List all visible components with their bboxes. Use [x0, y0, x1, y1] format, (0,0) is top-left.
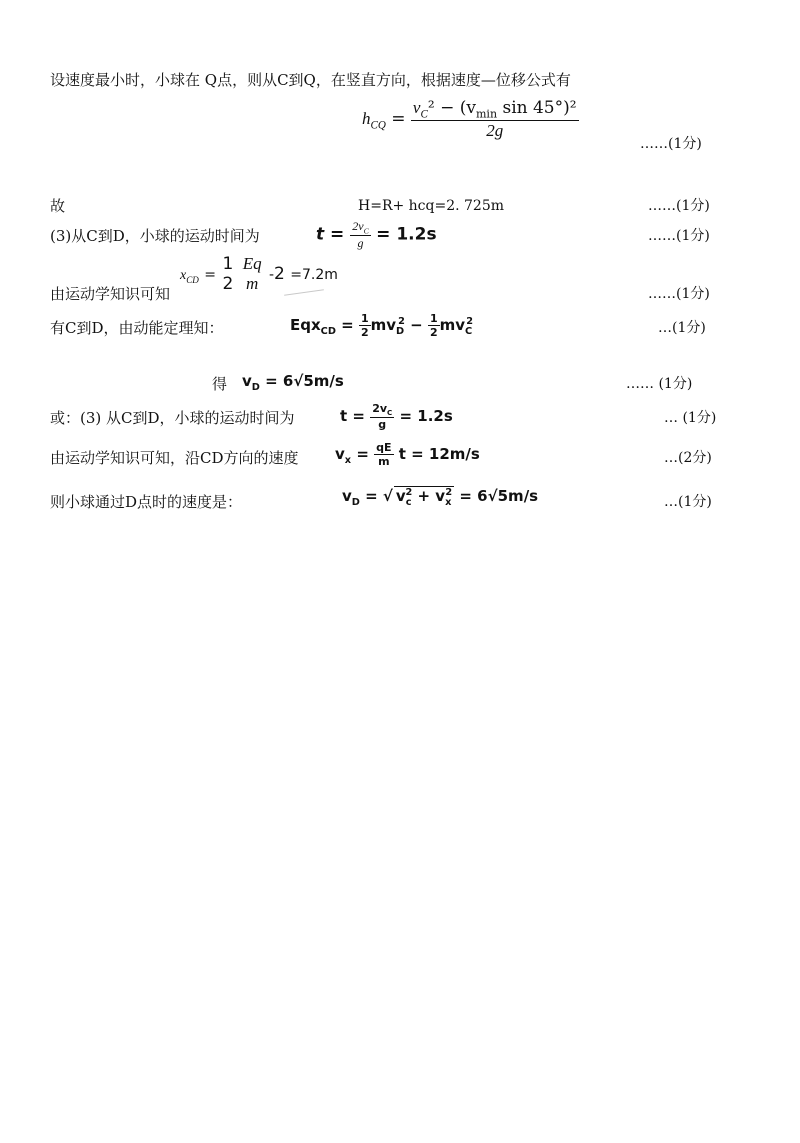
hcq-fraction: $\frac{v_C^2 - (v_{min} \sin 45^\circ)^2}{2g}$	[412, 98, 577, 141]
time-formula: t = $\frac{2v_C}{g}$ = 1.2s	[316, 219, 437, 251]
score-8: …(2分)	[664, 450, 712, 466]
hcq-lhs: $h_{CQ}$	[362, 109, 386, 132]
alt-time-formula: t = $\frac{2v_C}{g}$ = 1.2s	[340, 402, 453, 432]
h-expression: H=R+ hcq=2. 725m	[358, 198, 505, 214]
score-4: ……(1分)	[648, 286, 710, 302]
kinematics-text-1: 由运动学知识可知	[50, 285, 171, 303]
kinematics-text-2: 由运动学知识可知，沿CD方向的速度	[50, 449, 299, 467]
energy-theorem-text: 有C到D，由动能定理知：	[50, 319, 224, 337]
final-speed-text: 则小球通过D点时的速度是：	[50, 493, 243, 511]
vx-formula: $v_x$ = $\frac{qE}{m}$ t = 12m/s	[335, 441, 480, 468]
score-2: ……(1分)	[648, 198, 710, 214]
vd-result-1: $v_D = 6√5m/s$	[242, 372, 344, 393]
score-7: … (1分)	[664, 410, 717, 426]
score-1: ……(1分)	[640, 136, 702, 152]
vd-final-formula: $v_D$ = √ $v_c^2 + v_x^2 = 6√5m/s$	[342, 487, 539, 508]
gu-text: 故	[50, 197, 66, 215]
hcq-formula: $h_{CQ}$ = $\frac{v_C^2 - (v_{min} \sin 45^\circ)^2}{2g}$	[362, 98, 577, 141]
score-6: …… (1分)	[626, 376, 693, 392]
energy-formula: Eqx$_{CD}$ = $\frac{1}{2}$ $mv_D^2$ − $\frac{1}{2}$ $mv_C^2$	[290, 312, 473, 339]
xcd-formula: $x_{CD}$ = 1 2 Eq m -2 =7.2m	[180, 254, 338, 294]
de-text: 得	[212, 375, 228, 393]
score-9: …(1分)	[664, 494, 712, 510]
part3-text: (3)从C到D，小球的运动时间为	[50, 227, 260, 245]
score-5: …(1分)	[658, 320, 706, 336]
alt-part3-text: 或：(3) 从C到D，小球的运动时间为	[50, 409, 295, 427]
score-3: ……(1分)	[648, 228, 710, 244]
intro-text: 设速度最小时，小球在 Q点，则从C到Q，在竖直方向，根据速度—位移公式有	[50, 71, 571, 89]
